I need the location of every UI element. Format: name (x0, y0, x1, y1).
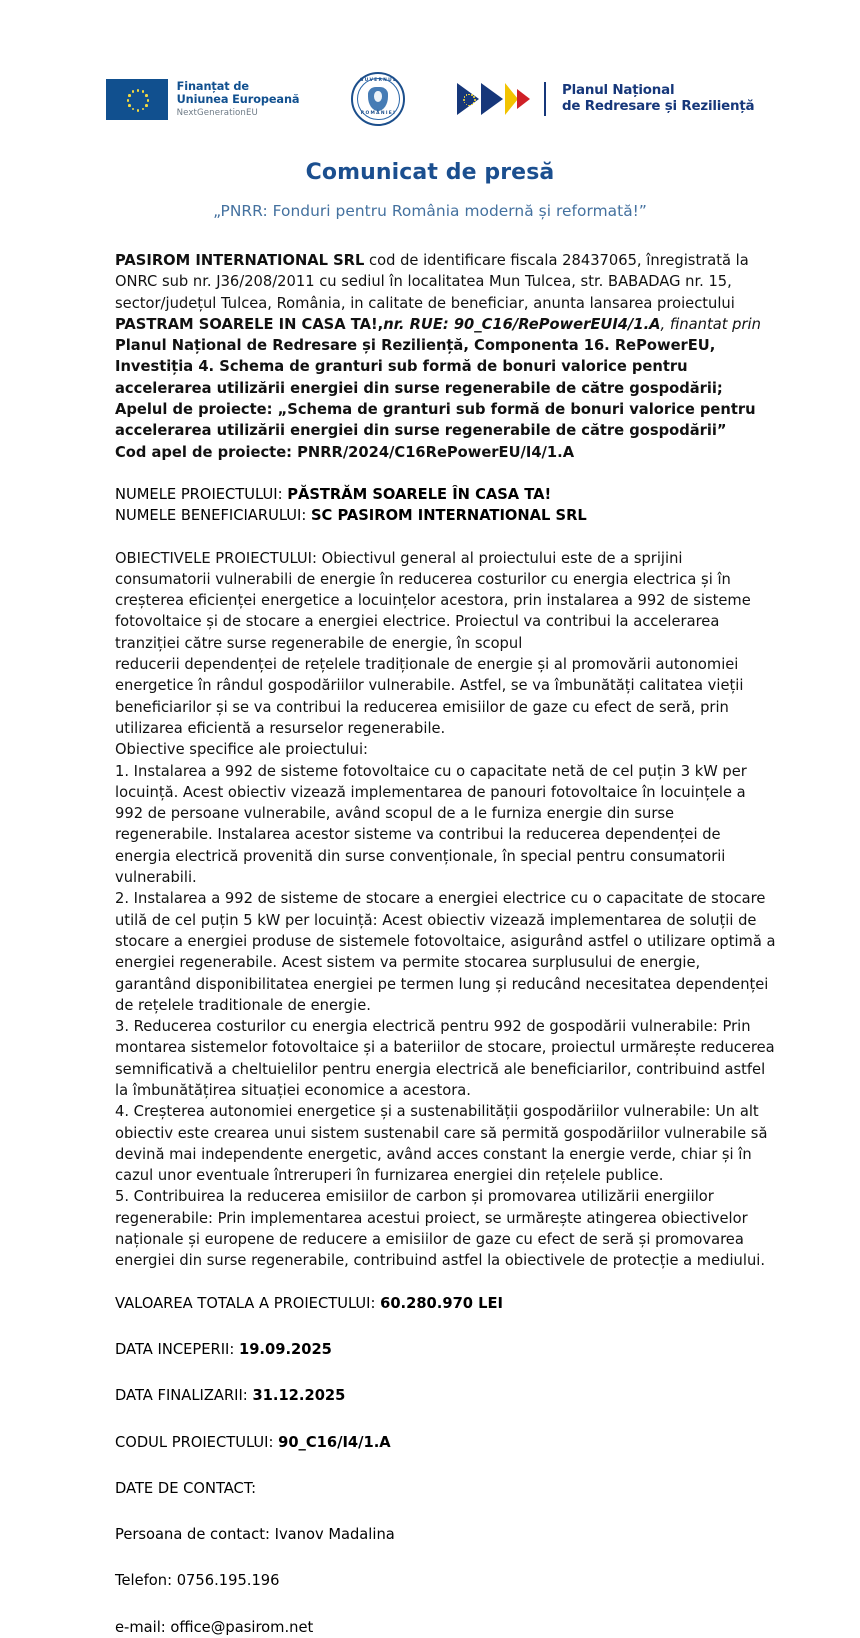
intro-call-code: Cod apel de proiecte: PNRR/2024/C16RePowerEU/I4/1.A (115, 443, 575, 461)
objectives-heading: OBIECTIVELE PROIECTULUI: (115, 549, 317, 567)
objectives-general-paragraph (115, 548, 776, 654)
intro-company-name: PASIROM INTERNATIONAL SRL (115, 252, 365, 269)
project-name-line (115, 484, 776, 505)
spacer (115, 1407, 776, 1432)
objectives-general-1: Obiectivul general al proiectului este de a sprijini consumatorii vulnerabili de energie în reducerea costurilor cu energia electrica și în creșterea eficienței energetice a locuințelor acestora, prin instalarea a 992 de sisteme fotovoltaice și de stocare a energiei electrice. Proiectul va contribui la accelerarea tranziției către surse regenerabile de energie, în scopul (115, 549, 751, 652)
total-value-label: VALOAREA TOTALA A PROIECTULUI: (115, 1294, 376, 1312)
spacer (115, 1453, 776, 1478)
page-subtitle: „PNRR: Fonduri pentru România modernă și reformată!” (213, 202, 647, 220)
beneficiary-name-value: SC PASIROM INTERNATIONAL SRL (310, 507, 587, 525)
seal-arc-bottom: ROMÂNIEI (360, 111, 397, 116)
pnrr-line-1: Planul Național (562, 82, 675, 98)
spacer (115, 1272, 776, 1293)
intro-project-name: PASTRAM SOARELE IN CASA TA!, (115, 315, 384, 333)
objective-item: 1. Instalarea a 992 de sisteme fotovoltaice cu o capacitate netă de cel puțin 3 kW per locuință. Acest obiectiv vizează implementarea de panouri fotovoltaice în locuințele a 992 de persoane vulnerabile, având scopul de a le furniza energie din surse regenerabile. Instalarea acestor sisteme va contribui la reducerea dependenței de energia electrică provenită din surse convenționale, în special pentru consumatorii vulnerabili. (115, 762, 747, 887)
eu-line-1: Finanțat de (176, 80, 249, 94)
eu-flag-icon (106, 79, 168, 120)
objectives-specific-heading: Obiective specifice ale proiectului: (115, 741, 369, 759)
end-date-value: 31.12.2025 (252, 1387, 346, 1405)
start-date-value: 19.09.2025 (238, 1340, 332, 1358)
start-date-label: DATA INCEPERII: (115, 1340, 235, 1358)
spacer (115, 1499, 776, 1524)
objective-item: 2. Instalarea a 992 de sisteme de stocare a energiei electrice cu o capacitate de stocare utilă de cel puțin 5 kW per locuință: Acest obiectiv vizează implementarea de soluții de stocare a energiei produse de sistemele fotovoltaice, asigurând astfel o utilizare optimă a energiei regenerabile. Acest sistem va permite stocarea surplusului de energie, garantând disponibilitatea energiei pe termen lung și reducând necesitatea dependenței de rețelele traditionale de energie. (115, 890, 776, 1014)
objective-item: 3. Reducerea costurilor cu energia electrică pentru 992 de gospodării vulnerabile: Prin montarea sistemelor fotovoltaice și a bateriilor de stocare, proiectul urmărește reducerea semnificativă a cheltuielilor pentru energia electrică ale beneficiarilor, contribuind astfel la îmbunătățirea situației economice a acestora. (115, 1018, 775, 1099)
intro-investment: Investiția 4. Schema de granturi sub formă de bonuri valorice pentru accelerarea utilizării energiei din surse regenerabile de către gospodării; (115, 358, 723, 397)
end-date-label: DATA FINALIZARII: (115, 1387, 248, 1405)
pnrr-eu-stars-icon (461, 92, 475, 106)
end-date-line (115, 1385, 776, 1406)
contact-person: Persoana de contact: Ivanov Madalina (115, 1526, 395, 1544)
government-seal-icon (351, 72, 405, 126)
pnrr-arrow-2 (481, 83, 503, 115)
page-title: Comunicat de presă (305, 160, 555, 185)
start-date-line (115, 1339, 776, 1360)
spacer (115, 463, 776, 484)
intro-programme: Planul Național de Redresare și Reziliență, Componenta 16. RePowerEU, (115, 337, 716, 355)
contact-phone: Telefon: 0756.195.196 (115, 1572, 280, 1590)
intro-call: Apelul de proiecte: „Schema de granturi sub formă de bonuri valorice pentru accelerarea utilizării energiei din surse regenerabile de către gospodării” (115, 401, 756, 440)
seal-arc-top: GUVERNUL (359, 78, 398, 83)
total-value-line (115, 1293, 776, 1314)
contact-email: e-mail: office@pasirom.net (115, 1618, 314, 1636)
contact-heading: DATE DE CONTACT: (115, 1479, 257, 1497)
project-name-label: NUMELE PROIECTULUI: (115, 485, 283, 503)
eu-funding-text (177, 80, 300, 118)
pnrr-arrow-4 (517, 89, 530, 109)
pnrr-arrows-icon (457, 83, 533, 115)
intro-text-2: , finantat prin (660, 315, 761, 333)
intro-paragraph (115, 250, 776, 356)
spacer (115, 1545, 776, 1570)
objective-item: 4. Creșterea autonomiei energetice și a sustenabilității gospodăriilor vulnerabile: Un alt obiectiv este crearea unui sistem sustenabil care să permită gospodăriilor vulnerabile să devină mai independente energetic, având acces constant la energie verde, chiar și în cazul unor eventuale întreruperi în furnizarea energiei din rețelele publice. (115, 1103, 768, 1185)
spacer (115, 527, 776, 548)
eu-funding-logo (106, 79, 300, 120)
eu-line-2: Uniunea Europeană (176, 93, 300, 107)
spacer (115, 1360, 776, 1385)
intro-text-1: cod de identificare fiscala 28437065, înregistrată la ONRC sub nr. J36/208/2011 cu sediul în localitatea Mun Tulcea, str. BABADAG nr. 15, sector/județul Tulcea, România, in calitate de beneficiar, anunta lansarea proiectului (115, 252, 749, 312)
eu-line-3: NextGenerationEU (176, 107, 258, 118)
beneficiary-name-line (115, 505, 776, 526)
intro-rue-code: nr. RUE: 90_C16/RePowerEUI4/1.A (383, 315, 661, 333)
document-body (115, 250, 776, 1638)
romanian-government-seal (351, 72, 405, 126)
spacer (115, 1592, 776, 1617)
logo-strip (0, 66, 860, 132)
pnrr-logo-text (562, 83, 754, 115)
beneficiary-name-label: NUMELE BENEFICIARULUI: (115, 507, 307, 525)
project-code-line (115, 1432, 776, 1453)
objective-item: 5. Contribuirea la reducerea emisiilor de carbon și promovarea utilizării energiilor regenerabile: Prin implementarea acestui proiect, se urmărește atingerea obiectivelor naționale și europene de reducere a emisiilor de gaze cu efect de seră și promovarea energiei din surse regenerabile, contribuind astfel la obiectivele de protecție a mediului. (115, 1188, 766, 1270)
pnrr-logo (457, 82, 754, 116)
project-code-label: CODUL PROIECTULUI: (115, 1433, 274, 1451)
objectives-general-2: reducerii dependenței de rețelele tradiționale de energie și al promovării autonomiei energetice în rândul gospodăriilor vulnerabile. Astfel, se va îmbunătăți calitatea vieții beneficiarilor și se va contribui la reducerea emisiilor de gaze cu efect de seră, prin utilizarea eficientă a resurselor regenerabile. (115, 656, 744, 737)
project-name-value: PĂSTRĂM SOARELE ÎN CASA TA! (287, 485, 552, 503)
pnrr-divider (544, 82, 546, 116)
project-code-value: 90_C16/I4/1.A (278, 1433, 391, 1451)
spacer (115, 1314, 776, 1339)
pnrr-line-2: de Redresare și Reziliență (562, 99, 755, 114)
total-value-amount: 60.280.970 LEI (380, 1294, 503, 1312)
